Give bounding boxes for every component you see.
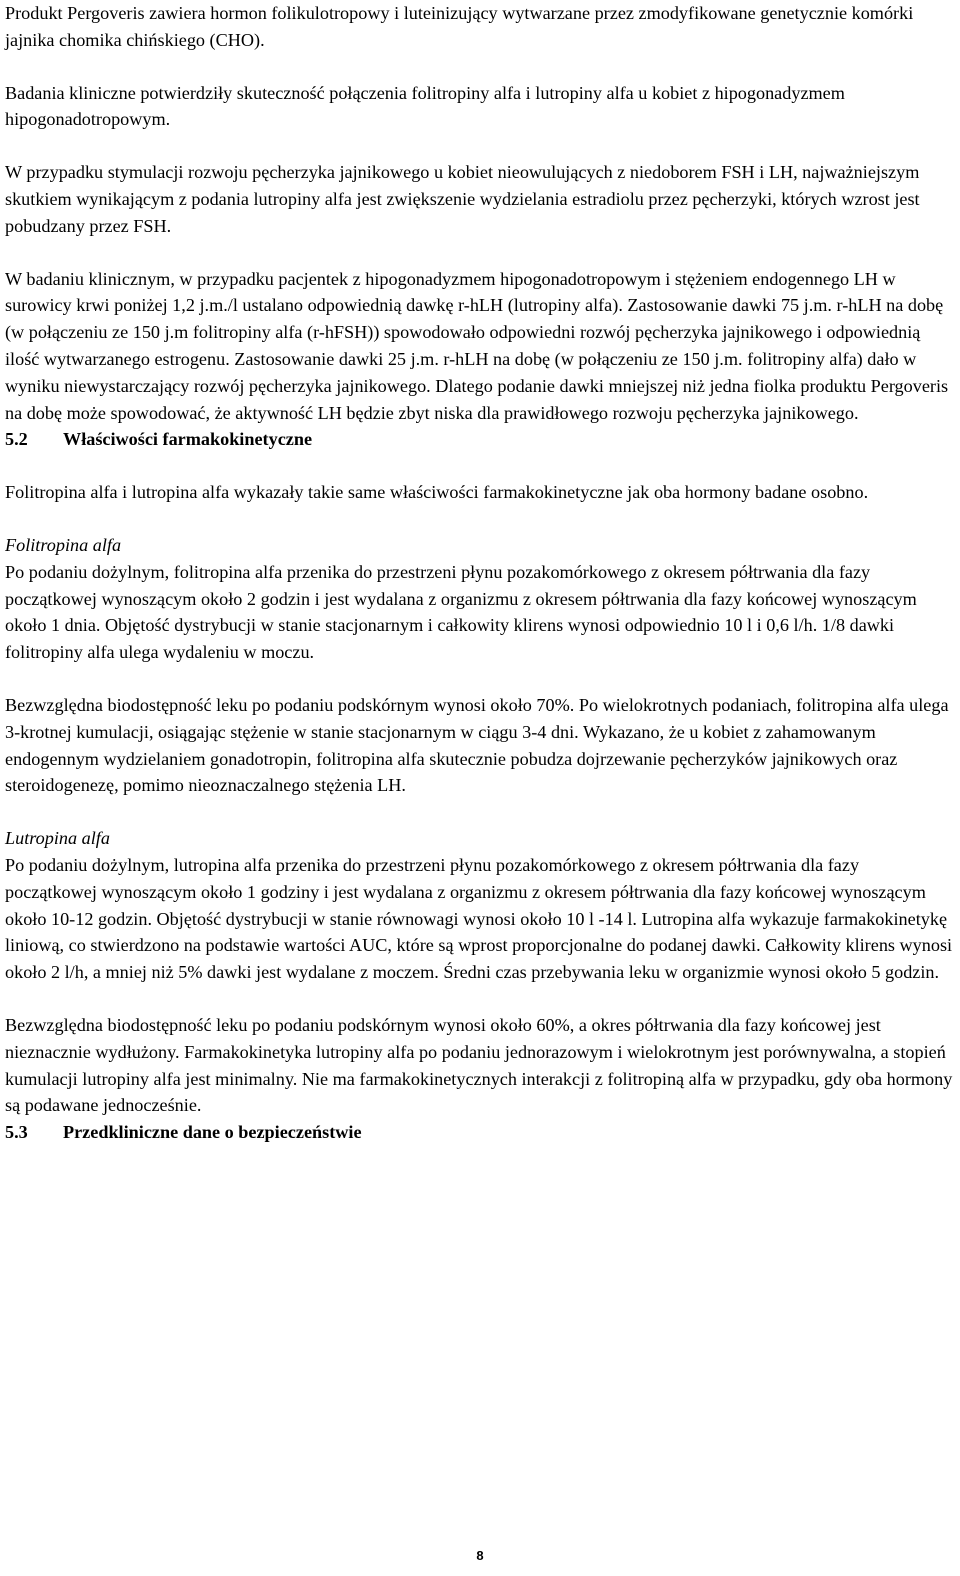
subheading-folitropina: Folitropina alfa xyxy=(5,534,122,555)
paragraph-stimulation-effect: W przypadku stymulacji rozwoju pęcherzyka jajnikowego u kobiet nieowulujących z niedoborem FSH i LH, najważniejszym skutkiem wynikającym z podania lutropiny alfa jest zwiększenie wydzielania estradiolu przez pęcherzyki, których wzrost jest pobudzany przez FSH. xyxy=(5,162,920,236)
section-number: 5.3 xyxy=(5,1122,28,1143)
paragraph-folitropina-iv: Po podaniu dożylnym, folitropina alfa przenika do przestrzeni płynu pozakomórkowego z okresem półtrwania dla fazy początkowej wynoszącym około 2 godzin i jest wydalana z organizmu z okresem półtrwania dla fazy końcowej wynoszącym około 1 dnia. Objętość dystrybucji w stanie stacjonarnym i całkowity klirens wynosi odpowiednio 10 l i 0,6 l/h. 1/8 dawki folitropiny alfa ulega wydaleniu w moczu. xyxy=(5,561,917,663)
page-number: 8 xyxy=(476,1548,484,1563)
paragraph-clinical-efficacy: Badania kliniczne potwierdziły skuteczność połączenia folitropiny alfa i lutropiny alfa u kobiet z hipogonadyzmem hipogonadotropowym. xyxy=(5,82,845,130)
section-heading-5-3 xyxy=(5,1119,953,1146)
paragraph-folitropina-sc: Bezwzględna biodostępność leku po podaniu podskórnym wynosi około 70%. Po wielokrotnych podaniach, folitropina alfa ulega 3-krotnej kumulacji, osiągając stężenie w stanie stacjonarnym w ciągu 3-4 dni. Wykazano, że u kobiet z zahamowanym endogennym wydzielaniem gonadotropin, folitropina alfa skutecznie pobudza dojrzewanie pęcherzyków jajnikowych oraz steroidogenezę, pomimo nieoznaczalnego stężenia LH. xyxy=(5,694,949,796)
subheading-lutropina: Lutropina alfa xyxy=(5,828,110,849)
paragraph-lutropina-iv: Po podaniu dożylnym, lutropina alfa przenika do przestrzeni płynu pozakomórkowego z okresem półtrwania dla fazy początkowej wynoszącym około 1 godziny i jest wydalana z organizmu z okresem półtrwania dla fazy końcowej wynoszącym około 10-12 godzin. Objętość dystrybucji w stanie równowagi wynosi około 10 l -14 l. Lutropina alfa wykazuje farmakokinetykę liniową, co stwierdzono na podstawie wartości AUC, które są wprost proporcjonalne do podanej dawki. Całkowity klirens wynosi około 2 l/h, a mniej niż 5% dawki jest wydalane z moczem. Średni czas przebywania leku w organizmie wynosi około 5 godzin. xyxy=(5,854,953,983)
paragraph-clinical-study: W badaniu klinicznym, w przypadku pacjentek z hipogonadyzmem hipogonadotropowym i stężeniem endogennego LH w surowicy krwi poniżej 1,2 j.m./l ustalano odpowiednią dawkę r-hLH (lutropiny alfa). Zastosowanie dawki 75 j.m. r-hLH na dobę (w połączeniu ze 150 j.m folitropiny alfa (r-hFSH)) spowodowało odpowiedni rozwój pęcherzyka jajnikowego i odpowiednią ilość wytwarzanego estrogenu. Zastosowanie dawki 25 j.m. r-hLH na dobę (w połączeniu ze 150 j.m. folitropiny alfa) dało w wyniku niewystarczający rozwój pęcherzyka jajnikowego. Dlatego podanie dawki mniejszej niż jedna fiolka produktu Pergoveris na dobę może spowodować, że aktywność LH będzie zbyt niska dla prawidłowego rozwoju pęcherzyka jajnikowego. xyxy=(5,268,949,423)
paragraph-pk-intro: Folitropina alfa i lutropina alfa wykazały takie same właściwości farmakokinetyczne jak oba hormony badane osobno. xyxy=(5,482,869,503)
section-title: Przedkliniczne dane o bezpieczeństwie xyxy=(63,1122,362,1143)
section-heading-5-2 xyxy=(5,426,953,453)
document-page xyxy=(5,0,953,1146)
paragraph-lutropina-sc: Bezwzględna biodostępność leku po podaniu podskórnym wynosi około 60%, a okres półtrwania dla fazy końcowej jest nieznacznie wydłużony. Farmakokinetyka lutropiny alfa po podaniu jednorazowym i wielokrotnym jest porównywalna, a stopień kumulacji lutropiny alfa jest minimalny. Nie ma farmakokinetycznych interakcji z folitropiną alfa w przypadku, gdy oba hormony są podawane jednocześnie. xyxy=(5,1014,953,1116)
section-number: 5.2 xyxy=(5,429,28,450)
section-title: Właściwości farmakokinetyczne xyxy=(63,429,313,450)
folitropina-section xyxy=(5,532,953,666)
paragraph-product-composition: Produkt Pergoveris zawiera hormon folikulotropowy i luteinizujący wytwarzane przez zmodyfikowane genetycznie komórki jajnika chomika chińskiego (CHO). xyxy=(5,3,914,50)
lutropina-section xyxy=(5,825,953,986)
